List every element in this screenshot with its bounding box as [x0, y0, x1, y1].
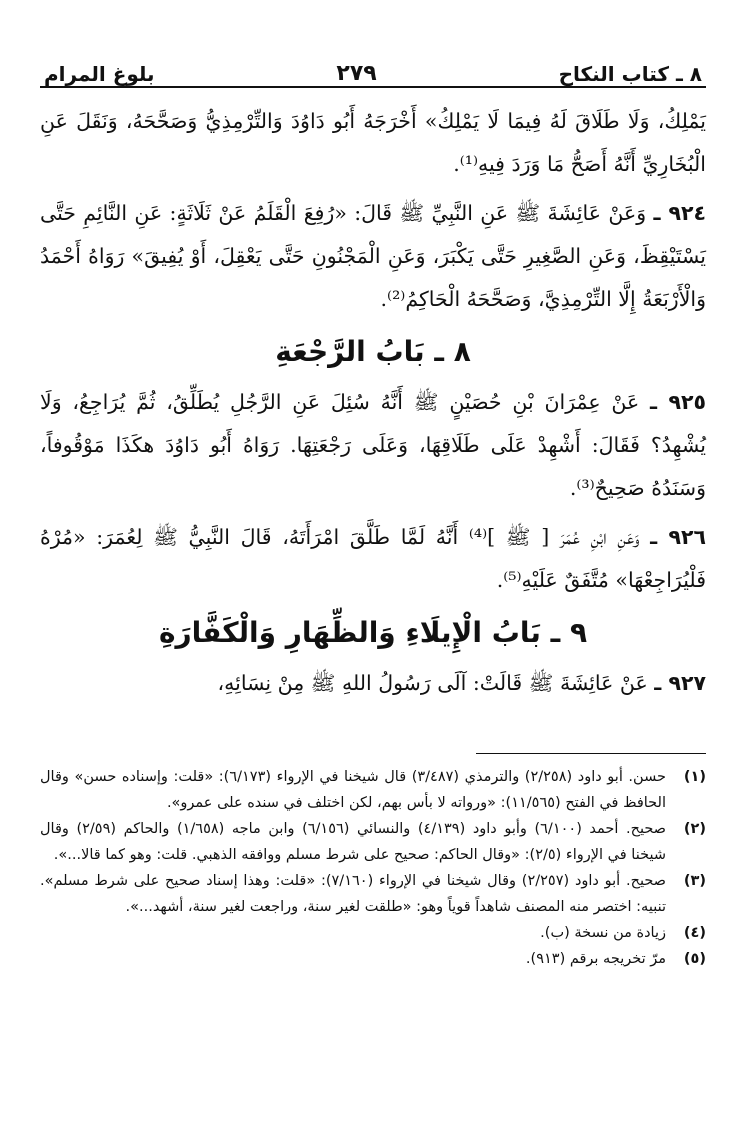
footnote-text: صحيح. أبو داود (٢/٢٥٧) وقال شيخنا في الإرواء (٧/١٦٠): «قلت: وهذا إسناد صحيح على شرط مسلم». تنبيه: اختصر منه المصنف شاهداً قوياً وهو: «طلقت لغير سنة، وراجعت لغير سنة، أشهد...». — [40, 873, 666, 915]
footnote-number: (٥) — [683, 951, 706, 967]
book-title: بلوغ المرام — [44, 62, 155, 86]
chapter-title: ٨ ـ كتاب النكاح — [558, 62, 702, 86]
page-number: ٢٧٩ — [336, 61, 377, 86]
hadith-number: ٩٢٧ ـ — [654, 671, 706, 695]
footnote-number: (٤) — [683, 925, 706, 941]
hadith-926 — [40, 516, 706, 602]
footnote — [40, 764, 706, 816]
page-header — [40, 52, 706, 88]
footnote-text: زيادة من نسخة (ب). — [540, 925, 666, 941]
footnote-text: حسن. أبو داود (٢/٢٥٨) والترمذي (٣/٤٨٧) قال شيخنا في الإرواء (٦/١٧٣): «قلت: وإسناده حسن» وقال الحافظ في الفتح (١١/٥٦٥): «ورواته لا بأس بهم، لكن اختلف في سنده على عمرو». — [40, 769, 666, 811]
footnote — [40, 946, 706, 972]
footnotes — [40, 764, 706, 972]
hadith-text: عَنْ عَائِشَةَ ﷺ قَالَتْ: آلَى رَسُولُ اللهِ ﷺ مِنْ نِسَائِهِ، — [217, 671, 648, 695]
book-page — [40, 52, 706, 972]
footnote-number: (٣) — [683, 873, 706, 889]
hadith-text: عَنْ عِمْرَانَ بْنِ حُصَيْنٍ ﷺ أَنَّهُ سُئِلَ عَنِ الرَّجُلِ يُطَلِّقُ، ثُمَّ يُرَاجِعُ، وَلَا يُشْهِدُ؟ فَقَالَ: أَشْهِدْ عَلَى طَلَاقِهَا، وَعَلَى رَجْعَتِهَا. رَوَاهُ أَبُو دَاوُدَ هكَذَا مَوْقُوفاً، وَسَنَدُهُ صَحِيحٌ⁽³⁾. — [40, 390, 706, 500]
chapter-heading-raja: ٨ ـ بَابُ الرَّجْعَةِ — [275, 335, 471, 368]
footnote-number: (٢) — [683, 821, 706, 837]
hadith-924 — [40, 192, 706, 321]
chapter-heading-ila: ٩ ـ بَابُ الْإِيلَاءِ وَالظِّهَارِ وَالْكَفَّارَةِ — [158, 616, 588, 649]
hadith-927 — [40, 662, 706, 705]
footnote-number: (١) — [683, 769, 706, 785]
footnote — [40, 920, 706, 946]
hadith-text: وَعَنِ ابْنِ عُمَرَ [ ﷺ ]⁽⁴⁾ أَنَّهُ لَمَّا طَلَّقَ امْرَأَتَهُ، قَالَ النَّبِيُّ ﷺ لِعُمَرَ: «مُرْهُ فَلْيُرَاجِعْهَا» مُتَّفَقٌ عَلَيْهِ⁽⁵⁾. — [40, 525, 706, 592]
hadith-number: ٩٢٤ ـ — [653, 201, 706, 225]
footnote — [40, 868, 706, 920]
hadith-continuation: يَمْلِكُ، وَلَا طَلَاقَ لَهُ فِيمَا لَا يَمْلِكُ» أَخْرَجَهُ أَبُو دَاوُدَ وَالتِّرْمِذِيُّ وَصَحَّحَهُ، وَنَقَلَ عَنِ الْبُخَارِيِّ أَنَّهُ أَصَحُّ مَا وَرَدَ فِيهِ⁽¹⁾. — [40, 109, 706, 176]
hadith-number: ٩٢٦ ـ — [650, 525, 706, 549]
footnote — [40, 816, 706, 868]
footnote-separator — [476, 753, 706, 754]
main-text — [40, 100, 706, 705]
hadith-text: وَعَنْ عَائِشَةَ ﷺ عَنِ النَّبِيِّ ﷺ قَالَ: «رُفِعَ الْقَلَمُ عَنْ ثَلَاثَةٍ: عَنِ النَّائِمِ حَتَّى يَسْتَيْقِظَ، وَعَنِ الصَّغِيرِ حَتَّى يَكْبَرَ، وَعَنِ الْمَجْنُونِ حَتَّى يَعْقِلَ، أَوْ يُفِيقَ» رَوَاهُ أَحْمَدُ وَالْأَرْبَعَةُ إِلَّا التِّرْمِذِيَّ، وَصَحَّحَهُ الْحَاكِمُ⁽²⁾. — [40, 201, 706, 311]
hadith-number: ٩٢٥ ـ — [650, 390, 706, 414]
footnote-text: مرّ تخريجه برقم (٩١٣). — [525, 951, 666, 967]
hadith-925 — [40, 381, 706, 510]
footnote-text: صحيح. أحمد (٦/١٠٠) وأبو داود (٤/١٣٩) والنسائي (٦/١٥٦) وابن ماجه (١/٦٥٨) والحاكم (٢/٥٩) وقال شيخنا في الإرواء (٢/٥): «وقال الحاكم: صحيح على شرط مسلم ووافقه الذهبي. قلت: وهو كما قالا...». — [40, 821, 666, 863]
